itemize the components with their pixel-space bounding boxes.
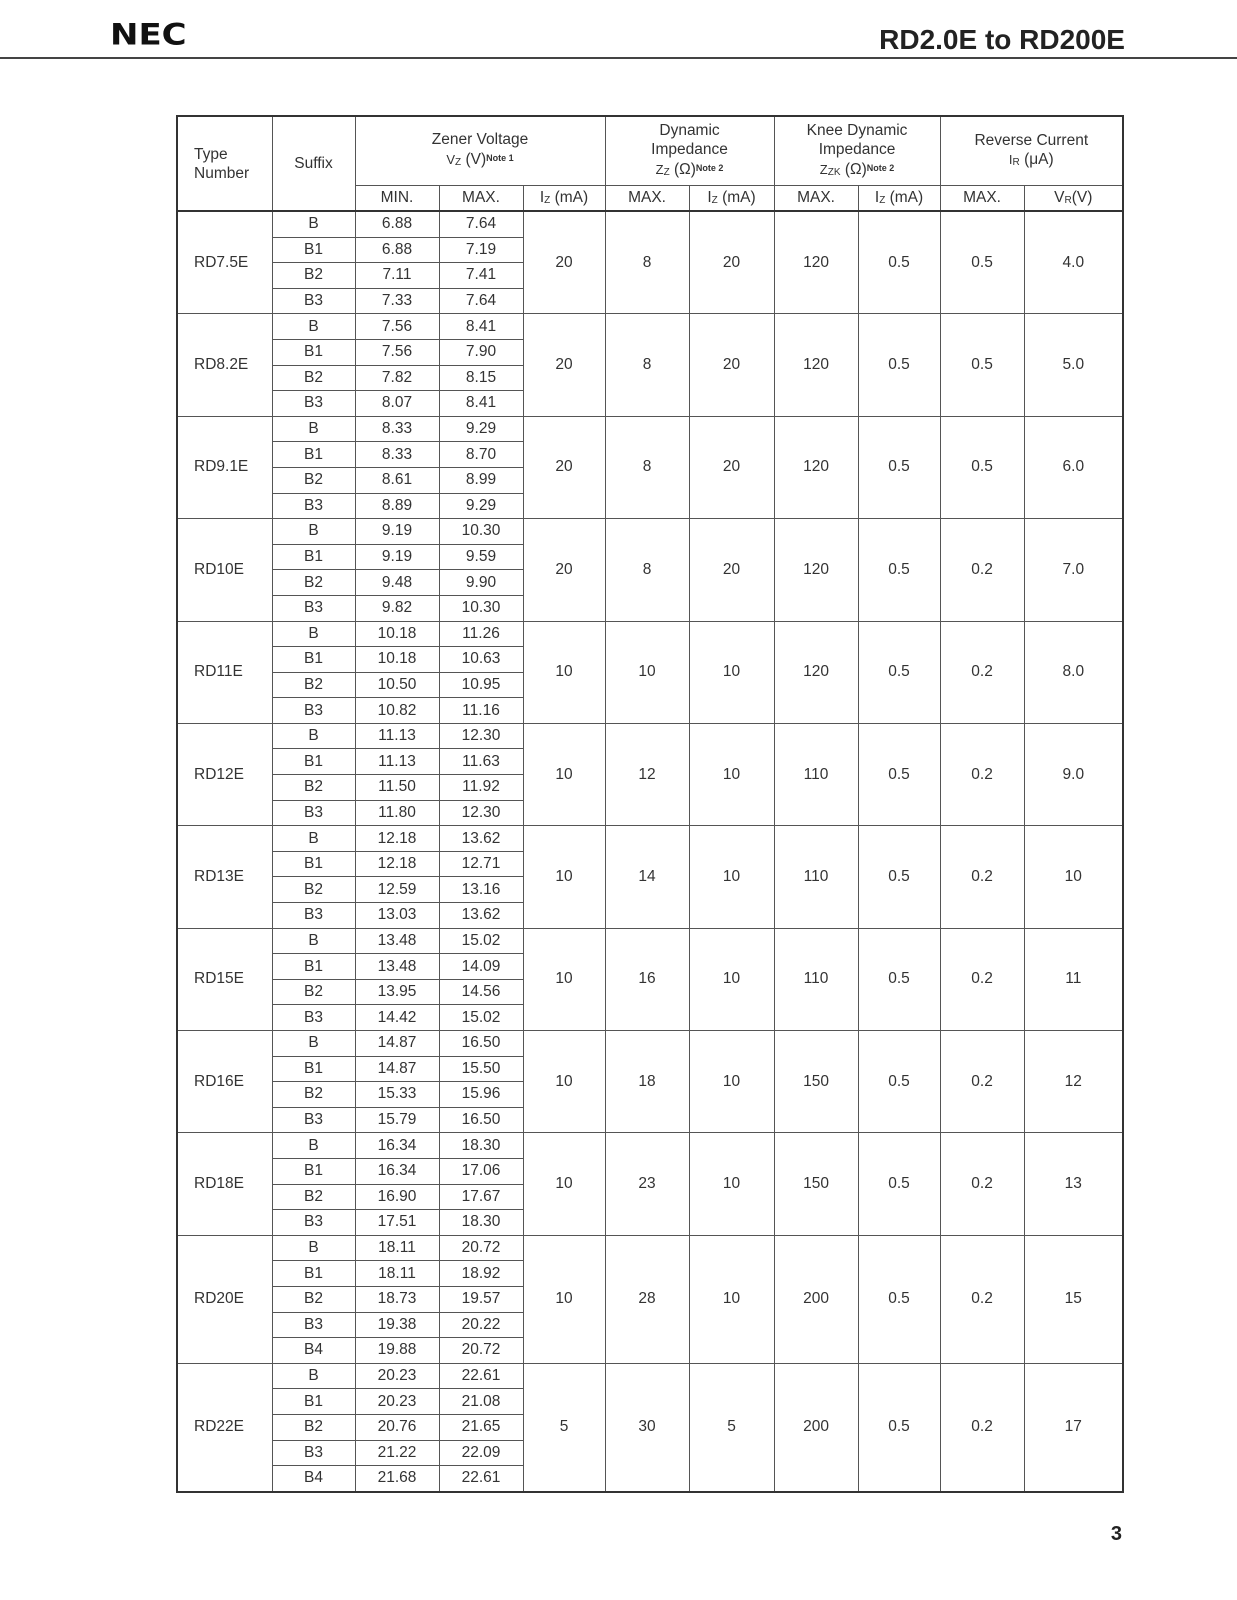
vz-min-cell: 8.89	[355, 493, 439, 519]
zzk-iz-cell: 0.5	[858, 826, 940, 928]
ir-max-cell: 0.5	[940, 211, 1024, 314]
vz-min-cell: 19.38	[355, 1312, 439, 1338]
zener-header-symbol: $V_Z$ $(V)^{Note 1}$	[446, 151, 514, 168]
type-header-line2: Number	[194, 164, 250, 182]
vz-min-cell: 21.68	[355, 1466, 439, 1492]
vz-max-cell: 21.65	[439, 1414, 523, 1440]
vz-max-cell: 18.30	[439, 1133, 523, 1159]
vz-iz-cell: 10	[523, 1235, 605, 1363]
vr-cell: 15	[1024, 1235, 1123, 1363]
vr-cell: 17	[1024, 1363, 1123, 1491]
suffix-cell: B2	[272, 979, 355, 1005]
table-row	[177, 1363, 1123, 1389]
type-number-cell: RD7.5E	[177, 211, 272, 314]
suffix-header: Suffix	[272, 116, 355, 211]
suffix-cell: B	[272, 826, 355, 852]
type-number-cell: RD9.1E	[177, 416, 272, 518]
ir-max-cell: 0.5	[940, 416, 1024, 518]
zz-iz-cell: 20	[689, 416, 774, 518]
zzk-iz-cell: 0.5	[858, 314, 940, 416]
vz-min-cell: 20.23	[355, 1363, 439, 1389]
vz-max-cell: 8.15	[439, 365, 523, 391]
vz-max-cell: 12.30	[439, 723, 523, 749]
vz-max-cell: 9.29	[439, 416, 523, 442]
suffix-cell: B	[272, 519, 355, 545]
table-row	[177, 928, 1123, 954]
suffix-cell: B2	[272, 1082, 355, 1108]
table-row	[177, 723, 1123, 749]
suffix-cell: B1	[272, 544, 355, 570]
suffix-cell: B2	[272, 775, 355, 801]
vz-min-cell: 17.51	[355, 1210, 439, 1236]
vz-iz-cell: 10	[523, 928, 605, 1030]
electrical-characteristics-table	[176, 115, 1124, 1493]
suffix-cell: B3	[272, 493, 355, 519]
zz-max-cell: 12	[605, 723, 689, 825]
vz-max-cell: 14.09	[439, 954, 523, 980]
zz-iz-cell: 10	[689, 1133, 774, 1235]
suffix-cell: B3	[272, 903, 355, 929]
vz-max-cell: 19.57	[439, 1286, 523, 1312]
suffix-cell: B2	[272, 877, 355, 903]
zz-iz-cell: 10	[689, 928, 774, 1030]
type-number-cell: RD18E	[177, 1133, 272, 1235]
vz-min-cell: 13.03	[355, 903, 439, 929]
suffix-cell: B3	[272, 1312, 355, 1338]
zz-iz-cell: 10	[689, 1031, 774, 1133]
dynamic-header-symbol: $Z_Z$ $(\Omega)^{Note 2}$	[655, 160, 724, 178]
vr-cell: 6.0	[1024, 416, 1123, 518]
vr-cell: 8.0	[1024, 621, 1123, 723]
type-number-cell: RD12E	[177, 723, 272, 825]
vz-max-cell: 7.64	[439, 288, 523, 314]
knee-impedance-header	[774, 116, 940, 186]
zz-max-cell: 23	[605, 1133, 689, 1235]
zz-iz-cell: 10	[689, 621, 774, 723]
ir-max-cell: 0.2	[940, 826, 1024, 928]
type-number-cell: RD10E	[177, 519, 272, 621]
table-row	[177, 621, 1123, 647]
zz-iz-cell: 20	[689, 314, 774, 416]
vz-min-cell: 6.88	[355, 211, 439, 237]
ir-max-cell: 0.2	[940, 1235, 1024, 1363]
zzk-max-cell: 120	[774, 519, 858, 621]
vz-max-cell: 10.30	[439, 595, 523, 621]
vz-max-cell: 15.02	[439, 1005, 523, 1031]
vz-max-cell: 17.06	[439, 1158, 523, 1184]
type-number-header	[177, 116, 272, 211]
vz-max-cell: 7.41	[439, 263, 523, 289]
suffix-cell: B3	[272, 800, 355, 826]
suffix-cell: B2	[272, 365, 355, 391]
vz-max-cell: 11.26	[439, 621, 523, 647]
zz-max-cell: 16	[605, 928, 689, 1030]
vr-cell: 7.0	[1024, 519, 1123, 621]
vz-iz-cell: 10	[523, 621, 605, 723]
vz-max-cell: 22.61	[439, 1363, 523, 1389]
dynamic-header-line2: Impedance	[651, 140, 728, 158]
vz-min-cell: 12.18	[355, 851, 439, 877]
vz-min-cell: 7.33	[355, 288, 439, 314]
vz-max-cell: 16.50	[439, 1107, 523, 1133]
suffix-cell: B	[272, 1235, 355, 1261]
suffix-cell: B3	[272, 698, 355, 724]
vz-max-cell: 16.50	[439, 1031, 523, 1057]
vz-max-cell: 12.30	[439, 800, 523, 826]
vz-iz-header: $I_Z$ (mA)	[523, 186, 605, 212]
vz-max-cell: 18.92	[439, 1261, 523, 1287]
suffix-cell: B	[272, 1363, 355, 1389]
ir-max-header: MAX.	[940, 186, 1024, 212]
suffix-cell: B3	[272, 595, 355, 621]
vz-iz-cell: 20	[523, 314, 605, 416]
table-row	[177, 1133, 1123, 1159]
table-row	[177, 211, 1123, 237]
vz-min-cell: 20.76	[355, 1414, 439, 1440]
ir-max-cell: 0.2	[940, 1133, 1024, 1235]
suffix-cell: B1	[272, 851, 355, 877]
suffix-cell: B3	[272, 1005, 355, 1031]
vz-iz-cell: 20	[523, 519, 605, 621]
vz-min-cell: 16.34	[355, 1158, 439, 1184]
suffix-cell: B	[272, 314, 355, 340]
vz-iz-cell: 5	[523, 1363, 605, 1491]
suffix-cell: B3	[272, 288, 355, 314]
zz-iz-cell: 10	[689, 826, 774, 928]
zzk-max-cell: 110	[774, 826, 858, 928]
suffix-cell: B2	[272, 467, 355, 493]
vz-max-cell: 8.41	[439, 391, 523, 417]
table-row	[177, 1031, 1123, 1057]
vz-max-cell: 15.02	[439, 928, 523, 954]
table-row	[177, 826, 1123, 852]
type-number-cell: RD13E	[177, 826, 272, 928]
suffix-cell: B3	[272, 1210, 355, 1236]
vr-cell: 4.0	[1024, 211, 1123, 314]
zz-max-cell: 8	[605, 211, 689, 314]
vz-min-cell: 19.88	[355, 1338, 439, 1364]
suffix-cell: B1	[272, 237, 355, 263]
suffix-cell: B3	[272, 391, 355, 417]
vz-max-cell: 21.08	[439, 1389, 523, 1415]
vz-iz-cell: 10	[523, 723, 605, 825]
vz-iz-cell: 20	[523, 416, 605, 518]
vz-max-cell: 20.72	[439, 1338, 523, 1364]
suffix-cell: B	[272, 211, 355, 237]
vz-max-cell: 20.72	[439, 1235, 523, 1261]
zzk-max-cell: 110	[774, 928, 858, 1030]
zz-max-cell: 8	[605, 519, 689, 621]
zzk-max-cell: 200	[774, 1363, 858, 1491]
vz-max-cell: 11.63	[439, 749, 523, 775]
zzk-iz-cell: 0.5	[858, 723, 940, 825]
zz-max-cell: 18	[605, 1031, 689, 1133]
nec-logo: NEC	[110, 18, 187, 52]
vz-min-cell: 11.13	[355, 723, 439, 749]
vz-max-cell: 15.50	[439, 1056, 523, 1082]
vz-min-cell: 10.18	[355, 621, 439, 647]
zz-max-cell: 8	[605, 314, 689, 416]
vz-min-cell: 8.33	[355, 416, 439, 442]
vz-max-cell: 8.41	[439, 314, 523, 340]
vz-min-cell: 9.19	[355, 519, 439, 545]
vz-min-cell: 11.13	[355, 749, 439, 775]
zzk-max-cell: 120	[774, 314, 858, 416]
vz-min-cell: 10.82	[355, 698, 439, 724]
type-header-line1: Type	[194, 145, 228, 163]
zz-iz-cell: 10	[689, 723, 774, 825]
vz-min-cell: 18.11	[355, 1235, 439, 1261]
dynamic-impedance-header	[605, 116, 774, 186]
vz-max-cell: 20.22	[439, 1312, 523, 1338]
vz-max-cell: 7.19	[439, 237, 523, 263]
table-row	[177, 416, 1123, 442]
dynamic-header-line1: Dynamic	[659, 121, 720, 139]
suffix-cell: B2	[272, 263, 355, 289]
vz-max-cell: 11.16	[439, 698, 523, 724]
type-number-cell: RD22E	[177, 1363, 272, 1491]
vz-min-cell: 18.11	[355, 1261, 439, 1287]
vr-cell: 13	[1024, 1133, 1123, 1235]
suffix-cell: B2	[272, 1184, 355, 1210]
ir-max-cell: 0.2	[940, 928, 1024, 1030]
suffix-cell: B	[272, 723, 355, 749]
reverse-header-title: Reverse Current	[974, 131, 1089, 149]
zz-iz-cell: 20	[689, 211, 774, 314]
zzk-iz-cell: 0.5	[858, 1235, 940, 1363]
vz-min-cell: 7.56	[355, 339, 439, 365]
zzk-iz-cell: 0.5	[858, 1133, 940, 1235]
vz-max-cell: 15.96	[439, 1082, 523, 1108]
vz-min-cell: 11.80	[355, 800, 439, 826]
vz-min-cell: 9.19	[355, 544, 439, 570]
vz-min-cell: 15.33	[355, 1082, 439, 1108]
zzk-max-cell: 150	[774, 1133, 858, 1235]
vr-cell: 9.0	[1024, 723, 1123, 825]
zz-iz-cell: 5	[689, 1363, 774, 1491]
vz-min-cell: 16.34	[355, 1133, 439, 1159]
suffix-cell: B2	[272, 570, 355, 596]
type-number-cell: RD16E	[177, 1031, 272, 1133]
page-number: 3	[1110, 1523, 1122, 1545]
zz-max-cell: 8	[605, 416, 689, 518]
suffix-cell: B1	[272, 647, 355, 673]
vz-max-cell: 12.71	[439, 851, 523, 877]
vz-min-cell: 15.79	[355, 1107, 439, 1133]
ir-max-cell: 0.5	[940, 314, 1024, 416]
zzk-iz-cell: 0.5	[858, 621, 940, 723]
zzk-max-header: MAX.	[774, 186, 858, 212]
vz-min-cell: 7.11	[355, 263, 439, 289]
vz-min-header: MIN.	[355, 186, 439, 212]
document-title: RD2.0E to RD200E	[879, 24, 1125, 55]
suffix-cell: B1	[272, 1056, 355, 1082]
ir-max-cell: 0.2	[940, 1363, 1024, 1491]
suffix-cell: B2	[272, 672, 355, 698]
vz-max-cell: 9.90	[439, 570, 523, 596]
vz-min-cell: 20.23	[355, 1389, 439, 1415]
zzk-iz-cell: 0.5	[858, 211, 940, 314]
vz-max-cell: 10.30	[439, 519, 523, 545]
suffix-cell: B1	[272, 442, 355, 468]
zzk-iz-cell: 0.5	[858, 519, 940, 621]
table-row	[177, 314, 1123, 340]
vz-min-cell: 12.18	[355, 826, 439, 852]
knee-header-symbol: $Z_{ZK}$ $(\Omega)^{Note 2}$	[819, 160, 895, 178]
zz-max-cell: 14	[605, 826, 689, 928]
vz-iz-cell: 10	[523, 826, 605, 928]
suffix-cell: B1	[272, 1158, 355, 1184]
zzk-max-cell: 120	[774, 416, 858, 518]
vz-min-cell: 10.18	[355, 647, 439, 673]
vz-min-cell: 11.50	[355, 775, 439, 801]
vz-iz-cell: 10	[523, 1133, 605, 1235]
vz-min-cell: 14.42	[355, 1005, 439, 1031]
suffix-cell: B4	[272, 1338, 355, 1364]
vz-min-cell: 9.48	[355, 570, 439, 596]
vz-min-cell: 8.33	[355, 442, 439, 468]
vz-min-cell: 21.22	[355, 1440, 439, 1466]
vz-max-cell: 13.62	[439, 826, 523, 852]
vz-max-cell: 18.30	[439, 1210, 523, 1236]
table-row	[177, 519, 1123, 545]
vz-min-cell: 16.90	[355, 1184, 439, 1210]
vz-max-cell: 11.92	[439, 775, 523, 801]
zzk-max-cell: 150	[774, 1031, 858, 1133]
vz-min-cell: 8.07	[355, 391, 439, 417]
type-number-cell: RD20E	[177, 1235, 272, 1363]
zz-max-header: MAX.	[605, 186, 689, 212]
vz-max-cell: 7.90	[439, 339, 523, 365]
zzk-max-cell: 110	[774, 723, 858, 825]
zzk-iz-header: $I_Z$ (mA)	[858, 186, 940, 212]
suffix-cell: B1	[272, 1261, 355, 1287]
zzk-iz-cell: 0.5	[858, 928, 940, 1030]
ir-max-cell: 0.2	[940, 519, 1024, 621]
vz-min-cell: 10.50	[355, 672, 439, 698]
zzk-iz-cell: 0.5	[858, 1031, 940, 1133]
vz-max-cell: 10.63	[439, 647, 523, 673]
knee-header-line1: Knee Dynamic	[806, 121, 908, 139]
vz-min-cell: 7.82	[355, 365, 439, 391]
vz-max-cell: 22.61	[439, 1466, 523, 1492]
suffix-cell: B4	[272, 1466, 355, 1492]
zzk-max-cell: 200	[774, 1235, 858, 1363]
zz-iz-cell: 10	[689, 1235, 774, 1363]
vz-max-cell: 14.56	[439, 979, 523, 1005]
vz-max-cell: 8.70	[439, 442, 523, 468]
vz-min-cell: 13.48	[355, 954, 439, 980]
zzk-max-cell: 120	[774, 621, 858, 723]
type-number-cell: RD11E	[177, 621, 272, 723]
suffix-cell: B3	[272, 1107, 355, 1133]
header-rule	[0, 57, 1237, 59]
table-body	[177, 211, 1123, 1492]
zzk-iz-cell: 0.5	[858, 1363, 940, 1491]
vr-cell: 10	[1024, 826, 1123, 928]
vz-max-cell: 9.29	[439, 493, 523, 519]
suffix-cell: B	[272, 621, 355, 647]
zener-voltage-header	[355, 116, 605, 186]
suffix-cell: B1	[272, 339, 355, 365]
zz-iz-cell: 20	[689, 519, 774, 621]
vr-cell: 5.0	[1024, 314, 1123, 416]
suffix-cell: B1	[272, 1389, 355, 1415]
vz-iz-cell: 10	[523, 1031, 605, 1133]
vz-min-cell: 9.82	[355, 595, 439, 621]
vz-max-cell: 7.64	[439, 211, 523, 237]
type-number-cell: RD8.2E	[177, 314, 272, 416]
vz-max-cell: 17.67	[439, 1184, 523, 1210]
vz-max-cell: 13.62	[439, 903, 523, 929]
zz-iz-header: $I_Z$ (mA)	[689, 186, 774, 212]
vz-max-cell: 10.95	[439, 672, 523, 698]
vz-min-cell: 14.87	[355, 1056, 439, 1082]
table-row	[177, 1235, 1123, 1261]
suffix-cell: B1	[272, 954, 355, 980]
suffix-cell: B	[272, 1133, 355, 1159]
zz-max-cell: 28	[605, 1235, 689, 1363]
suffix-cell: B	[272, 1031, 355, 1057]
vz-min-cell: 6.88	[355, 237, 439, 263]
vz-iz-cell: 20	[523, 211, 605, 314]
zener-header-title: Zener Voltage	[431, 131, 529, 148]
suffix-cell: B1	[272, 749, 355, 775]
zz-max-cell: 10	[605, 621, 689, 723]
reverse-header-symbol: $I_R$ (μA)	[1008, 150, 1054, 168]
suffix-cell: B2	[272, 1286, 355, 1312]
suffix-cell: B2	[272, 1414, 355, 1440]
vz-min-cell: 13.48	[355, 928, 439, 954]
suffix-cell: B	[272, 416, 355, 442]
vr-cell: 11	[1024, 928, 1123, 1030]
zzk-max-cell: 120	[774, 211, 858, 314]
vz-max-cell: 8.99	[439, 467, 523, 493]
suffix-cell: B	[272, 928, 355, 954]
type-number-cell: RD15E	[177, 928, 272, 1030]
reverse-current-header	[940, 116, 1123, 186]
vr-header: $V_R(V)$	[1024, 186, 1123, 212]
suffix-cell: B3	[272, 1440, 355, 1466]
ir-max-cell: 0.2	[940, 723, 1024, 825]
vz-max-header: MAX.	[439, 186, 523, 212]
vz-min-cell: 12.59	[355, 877, 439, 903]
ir-max-cell: 0.2	[940, 1031, 1024, 1133]
vz-min-cell: 18.73	[355, 1286, 439, 1312]
knee-header-line2: Impedance	[818, 140, 896, 158]
zzk-iz-cell: 0.5	[858, 416, 940, 518]
vr-cell: 12	[1024, 1031, 1123, 1133]
vz-min-cell: 13.95	[355, 979, 439, 1005]
vz-max-cell: 13.16	[439, 877, 523, 903]
vz-min-cell: 14.87	[355, 1031, 439, 1057]
vz-max-cell: 9.59	[439, 544, 523, 570]
ir-max-cell: 0.2	[940, 621, 1024, 723]
vz-min-cell: 8.61	[355, 467, 439, 493]
vz-min-cell: 7.56	[355, 314, 439, 340]
vz-max-cell: 22.09	[439, 1440, 523, 1466]
zz-max-cell: 30	[605, 1363, 689, 1491]
